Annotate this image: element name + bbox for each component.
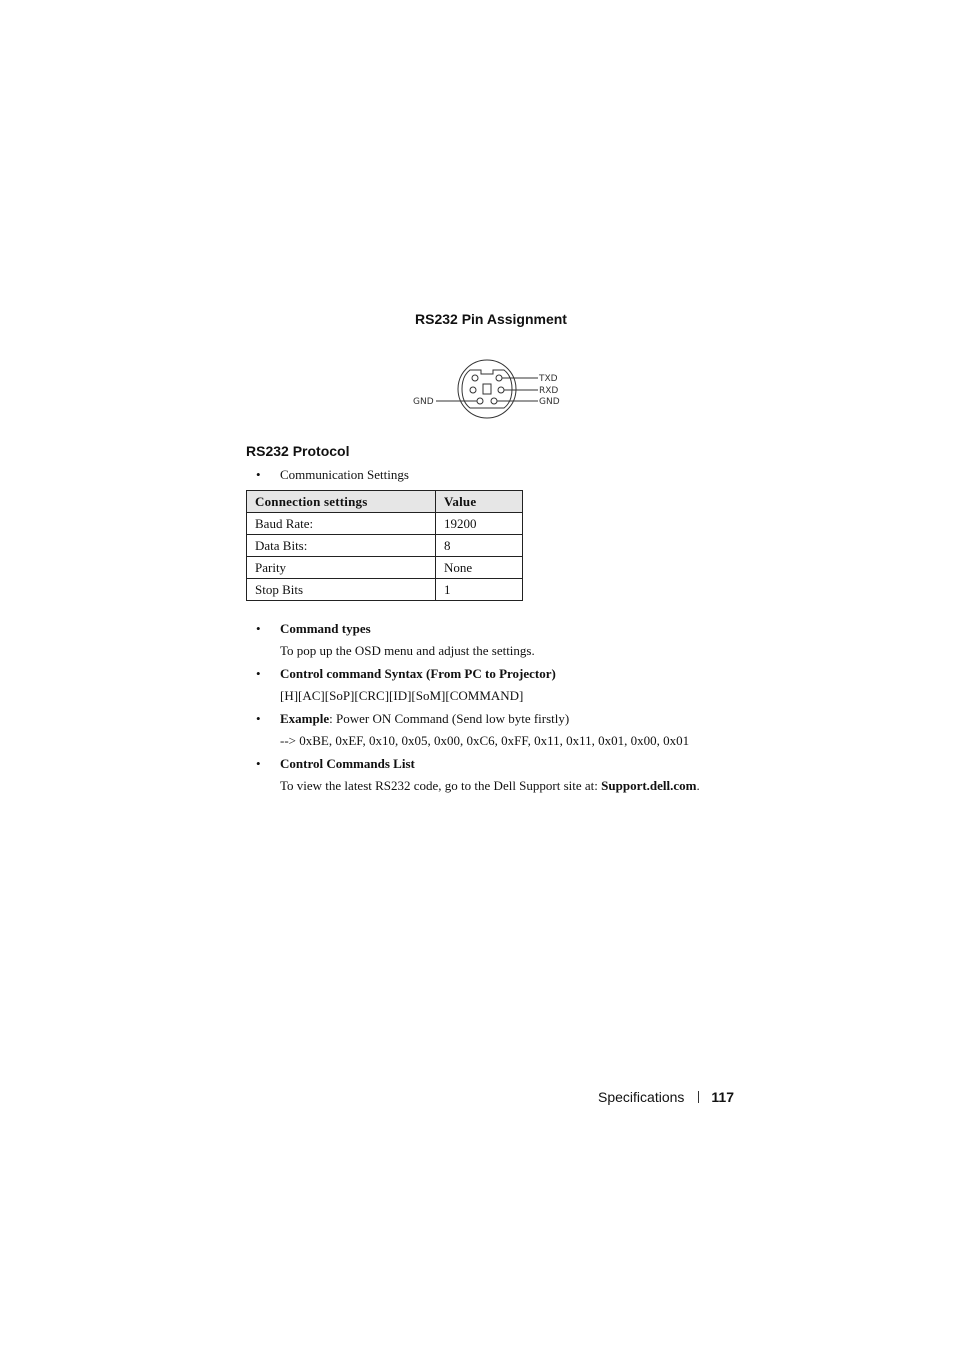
connector-key — [483, 384, 491, 394]
bullet-communication-settings — [256, 467, 409, 483]
table-cell: 1 — [436, 579, 523, 601]
table-cell: Parity — [247, 557, 436, 579]
bullet-command-types — [256, 621, 371, 637]
table-cell: 19200 — [436, 513, 523, 535]
bullet-icon: • — [256, 467, 261, 482]
bullet-example — [256, 711, 569, 727]
example-description: : Power ON Command (Send low byte firstly) — [329, 711, 570, 726]
rxd-label: RXD — [539, 386, 559, 396]
section-heading: RS232 Protocol — [246, 443, 350, 459]
commands-list-suffix: . — [696, 778, 700, 793]
table-header-cell: Value — [436, 491, 523, 513]
connector-outer-ring — [458, 360, 516, 418]
example-bytes: --> 0xBE, 0xEF, 0x10, 0x05, 0x00, 0xC6, 0xFF, 0x11, 0x11, 0x01, 0x00, 0x01 — [280, 733, 690, 748]
table-cell: Data Bits: — [247, 535, 436, 557]
bullet-label: Example — [280, 711, 330, 726]
table-row — [247, 557, 523, 579]
bullet-text: Communication Settings — [280, 467, 409, 482]
bullet-icon: • — [256, 666, 261, 681]
pin-4 — [498, 387, 504, 393]
footer-section: Specifications — [598, 1089, 685, 1105]
table-header-cell: Connection settings — [247, 491, 436, 513]
pin-6 — [491, 398, 497, 404]
bullet-command-syntax — [256, 666, 556, 682]
bullet-icon: • — [256, 756, 261, 771]
table-cell: None — [436, 557, 523, 579]
table-header-row — [247, 491, 523, 513]
table-cell: 8 — [436, 535, 523, 557]
table-row — [247, 513, 523, 535]
txd-label: TXD — [539, 374, 558, 384]
bullet-icon: • — [256, 711, 261, 726]
footer-divider — [698, 1091, 699, 1103]
bullet-icon: • — [256, 621, 261, 636]
pin-2 — [496, 375, 502, 381]
connection-settings-table — [246, 490, 523, 601]
gnd-right-label: GND — [539, 397, 560, 407]
pin-5 — [477, 398, 483, 404]
command-types-description: To pop up the OSD menu and adjust the settings. — [280, 643, 535, 658]
support-link[interactable]: Support.dell.com — [601, 778, 697, 793]
page-number: 117 — [711, 1089, 734, 1105]
bullet-label: Command types — [280, 621, 371, 636]
bullet-label: Control command Syntax (From PC to Projector) — [280, 666, 556, 681]
bullet-commands-list — [256, 756, 415, 772]
bullet-label: Control Commands List — [280, 756, 415, 771]
gnd-left-label: GND — [413, 397, 434, 407]
figure-title: RS232 Pin Assignment — [415, 311, 567, 327]
connector-inner-shell — [462, 370, 512, 408]
rs232-connector-diagram — [408, 356, 568, 422]
table-cell: Stop Bits — [247, 579, 436, 601]
commands-list-text: To view the latest RS232 code, go to the Dell Support site at: — [280, 778, 602, 793]
commands-list-description — [280, 778, 700, 794]
table-row — [247, 535, 523, 557]
table-row — [247, 579, 523, 601]
page-footer — [560, 1089, 734, 1105]
table-cell: Baud Rate: — [247, 513, 436, 535]
command-syntax-value: [H][AC][SoP][CRC][ID][SoM][COMMAND] — [280, 688, 524, 703]
pin-3 — [470, 387, 476, 393]
pin-1 — [472, 375, 478, 381]
